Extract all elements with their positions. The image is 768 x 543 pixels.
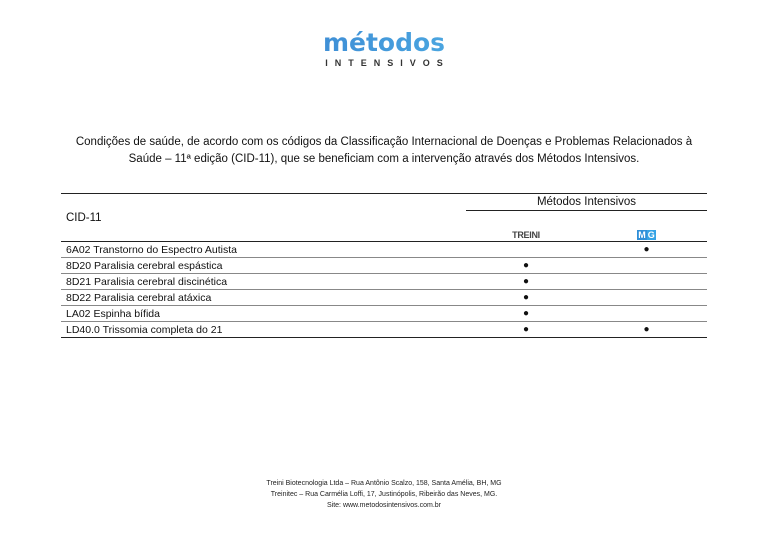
heading-line-1: Condições de saúde, de acordo com os códigos da Classificação Internacional de Doenças e Problemas Relacionados à [75, 136, 693, 148]
mg-mark: ● [643, 324, 650, 335]
mg-mark [586, 258, 707, 274]
document-heading [60, 134, 708, 168]
logo [0, 30, 768, 68]
treini-logo: TREINI [512, 230, 540, 240]
logo-subtitle: INTENSIVOS [325, 58, 450, 68]
treini-mark: ● [522, 292, 530, 303]
logo-wordmark: métodos [322, 28, 446, 57]
condition-cell: LA02 Espinha bífida [66, 307, 160, 320]
table-row [61, 242, 707, 258]
page-footer [0, 478, 768, 511]
mg-mark [586, 290, 707, 306]
cid-column-header: CID-11 [66, 211, 102, 224]
footer-line-2: Treinitec – Rua Carmélia Loffi, 17, Justinópolis, Ribeirão das Neves, MG. [270, 491, 498, 498]
treini-mark: ● [522, 260, 530, 271]
condition-cell: 8D22 Paralisia cerebral atáxica [66, 291, 212, 304]
treini-mark: ● [522, 308, 530, 319]
treini-mark [466, 242, 586, 258]
heading-line-2: Saúde – 11ª edição (CID-11), que se beneficiam com a intervenção através dos Métodos Intensivos. [128, 153, 640, 165]
mg-logo [637, 229, 656, 241]
table-row [61, 274, 707, 290]
methods-group-header: Métodos Intensivos [466, 194, 707, 211]
mg-mark [586, 274, 707, 290]
condition-cell: 6A02 Transtorno do Espectro Autista [66, 243, 238, 256]
treini-mark: ● [522, 276, 530, 287]
method-header-mg [586, 211, 707, 242]
table-row [61, 306, 707, 322]
table-row [61, 290, 707, 306]
mg-logo-g: G [647, 230, 655, 240]
condition-cell: 8D21 Paralisia cerebral discinética [66, 275, 228, 288]
table-row [61, 258, 707, 274]
table-row [61, 322, 707, 338]
footer-line-1: Treini Biotecnologia Ltda – Rua Antônio Scalzo, 158, Santa Amélia, BH, MG [266, 480, 502, 487]
treini-mark: ● [522, 324, 530, 335]
mg-logo-m: M [638, 230, 646, 240]
mg-mark [586, 306, 707, 322]
cid-table [61, 193, 707, 338]
footer-line-3: Site: www.metodosintensivos.com.br [327, 502, 441, 509]
condition-cell: 8D20 Paralisia cerebral espástica [66, 259, 223, 272]
table-header-row-top [61, 194, 707, 211]
mg-mark: ● [643, 244, 650, 255]
method-header-treini [466, 211, 586, 242]
condition-cell: LD40.0 Trissomia completa do 21 [66, 323, 223, 336]
